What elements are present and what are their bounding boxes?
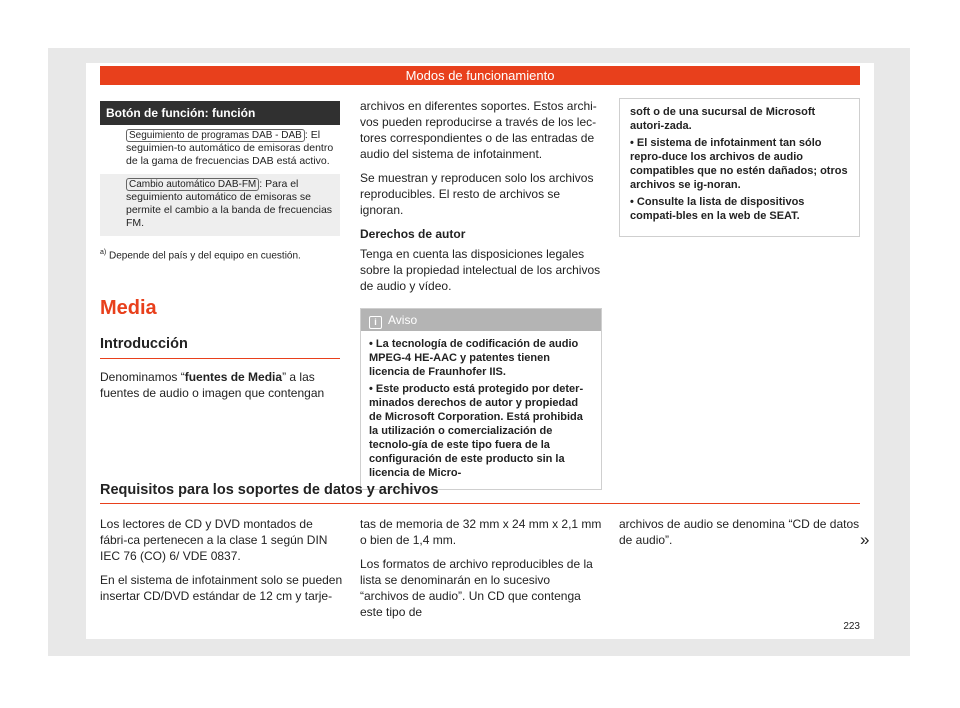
media-intro-paragraph xyxy=(100,369,340,401)
requirements-column-2 xyxy=(360,516,602,628)
intro-text-post: ” a las fuentes de audio o imagen que contengan xyxy=(100,370,325,401)
notice-continuation-text: soft o de una sucursal de Microsoft autori-zada. xyxy=(630,106,816,132)
info-icon: i xyxy=(369,316,382,329)
dab-fm-switch-desc: : Para el seguimiento automático de emisoras se permite el cambio a la banda de frecuencias FM. xyxy=(126,178,333,229)
continue-chevron-icon: » xyxy=(860,530,870,549)
footnote-text: Depende del país y del equipo en cuestión. xyxy=(109,250,301,262)
footnote xyxy=(100,246,340,262)
notice-item-text: Este producto está protegido por deter-minados derechos de autor y propiedad de Microsoft Corporation. Está prohibida la utilización o comercialización de tecnolo-gía de este tipo fuera de la configuración de este producto sin la licencia de Micro- xyxy=(369,383,584,479)
dab-fm-switch-key: Cambio automático DAB-FM xyxy=(126,178,259,191)
notice-body xyxy=(361,331,601,489)
notice-label: Aviso xyxy=(388,313,418,327)
notice-item: • Este producto está protegido por deter-minados derechos de autor y propiedad de Microsoft Corporation. Está prohibida la utilización o comercialización de tecnolo-gía de este tipo fuera de la configuración de este producto sin la licencia de Micro- xyxy=(369,383,584,479)
copyright-title: Derechos de autor xyxy=(360,227,466,241)
dab-tracking-key: Seguimiento de programas DAB - DAB xyxy=(126,129,305,142)
function-table-row xyxy=(100,125,340,174)
insertable-media-paragraph: En el sistema de infotainment solo se pueden insertar CD/DVD estándar de 12 cm y tarje- xyxy=(100,573,343,603)
notice-item: • La tecnología de codificación de audio MPEG-4 HE-AAC y patentes tienen licencia de Fraunhofer IIS. xyxy=(369,338,579,378)
cd-dvd-class-paragraph: Los lectores de CD y DVD montados de fábri-ca pertenecen a la clase 1 según DIN IEC 76 (CO) 6/ VDE 0837. xyxy=(100,517,328,563)
notice-item-text: Consulte la lista de dispositivos compati-bles en la web de SEAT. xyxy=(630,196,805,222)
requirements-title: Requisitos para los soportes de datos y archivos xyxy=(100,482,860,504)
reproducible-paragraph: Se muestran y reproducen solo los archivos reproducibles. El resto de archivos se ignoran. xyxy=(360,171,594,217)
requirements-column-3 xyxy=(619,516,860,556)
copyright-paragraph: Tenga en cuenta las disposiciones legales sobre la propiedad intelectual de los archivos de audio y vídeo. xyxy=(360,247,601,293)
requirements-column-1 xyxy=(100,516,343,612)
notice-header xyxy=(361,309,601,331)
function-table-head: Botón de función: función xyxy=(100,101,340,125)
column-3 xyxy=(619,98,860,237)
memory-card-paragraph: tas de memoria de 32 mm x 24 mm x 2,1 mm o bien de 1,4 mm. xyxy=(360,517,602,547)
notice-item: • Consulte la lista de dispositivos compati-bles en la web de SEAT. xyxy=(630,196,805,222)
formats-paragraph: archivos en diferentes soportes. Estos archi-vos pueden reproducirse a través de los lec-tores correspondientes o de las entradas de audio del sistema de infotainment. xyxy=(360,99,597,161)
column-2 xyxy=(360,98,602,490)
notice-item-text: El sistema de infotainment tan sólo repro-duce los archivos de audio compatibles que no estén dañados; otros archivos se ig-noran. xyxy=(630,137,848,191)
footnote-marker: a) xyxy=(100,249,107,256)
chapter-header: Modos de funcionamiento xyxy=(100,66,860,85)
notice-item-text: La tecnología de codificación de audio MPEG-4 HE-AAC y patentes tienen licencia de Fraunhofer IIS. xyxy=(369,338,579,378)
audio-cd-paragraph: archivos de audio se denomina “CD de datos de audio”. xyxy=(619,517,860,547)
notice-continuation-box xyxy=(619,98,860,237)
page-number: 223 xyxy=(843,621,860,632)
dab-tracking-desc: : El seguimien-to automático de emisoras dentro de la gama de frecuencias DAB está activo. xyxy=(126,129,334,167)
media-title: Media xyxy=(100,297,157,320)
function-table-row xyxy=(100,174,340,236)
intro-title: Introducción xyxy=(100,336,340,359)
audio-files-paragraph: Los formatos de archivo reproducibles de la lista se denominarán en lo sucesivo “archivos de audio”. Un CD que contenga este tipo de xyxy=(360,557,593,619)
notice-item: • El sistema de infotainment tan sólo repro-duce los archivos de audio compatibles que no estén dañados; otros archivos se ig-noran. xyxy=(630,137,848,191)
intro-text-bold: fuentes de Media xyxy=(184,370,283,385)
intro-text-pre: Denominamos “ xyxy=(100,370,185,385)
notice-box xyxy=(360,308,602,490)
column-1 xyxy=(100,101,340,409)
